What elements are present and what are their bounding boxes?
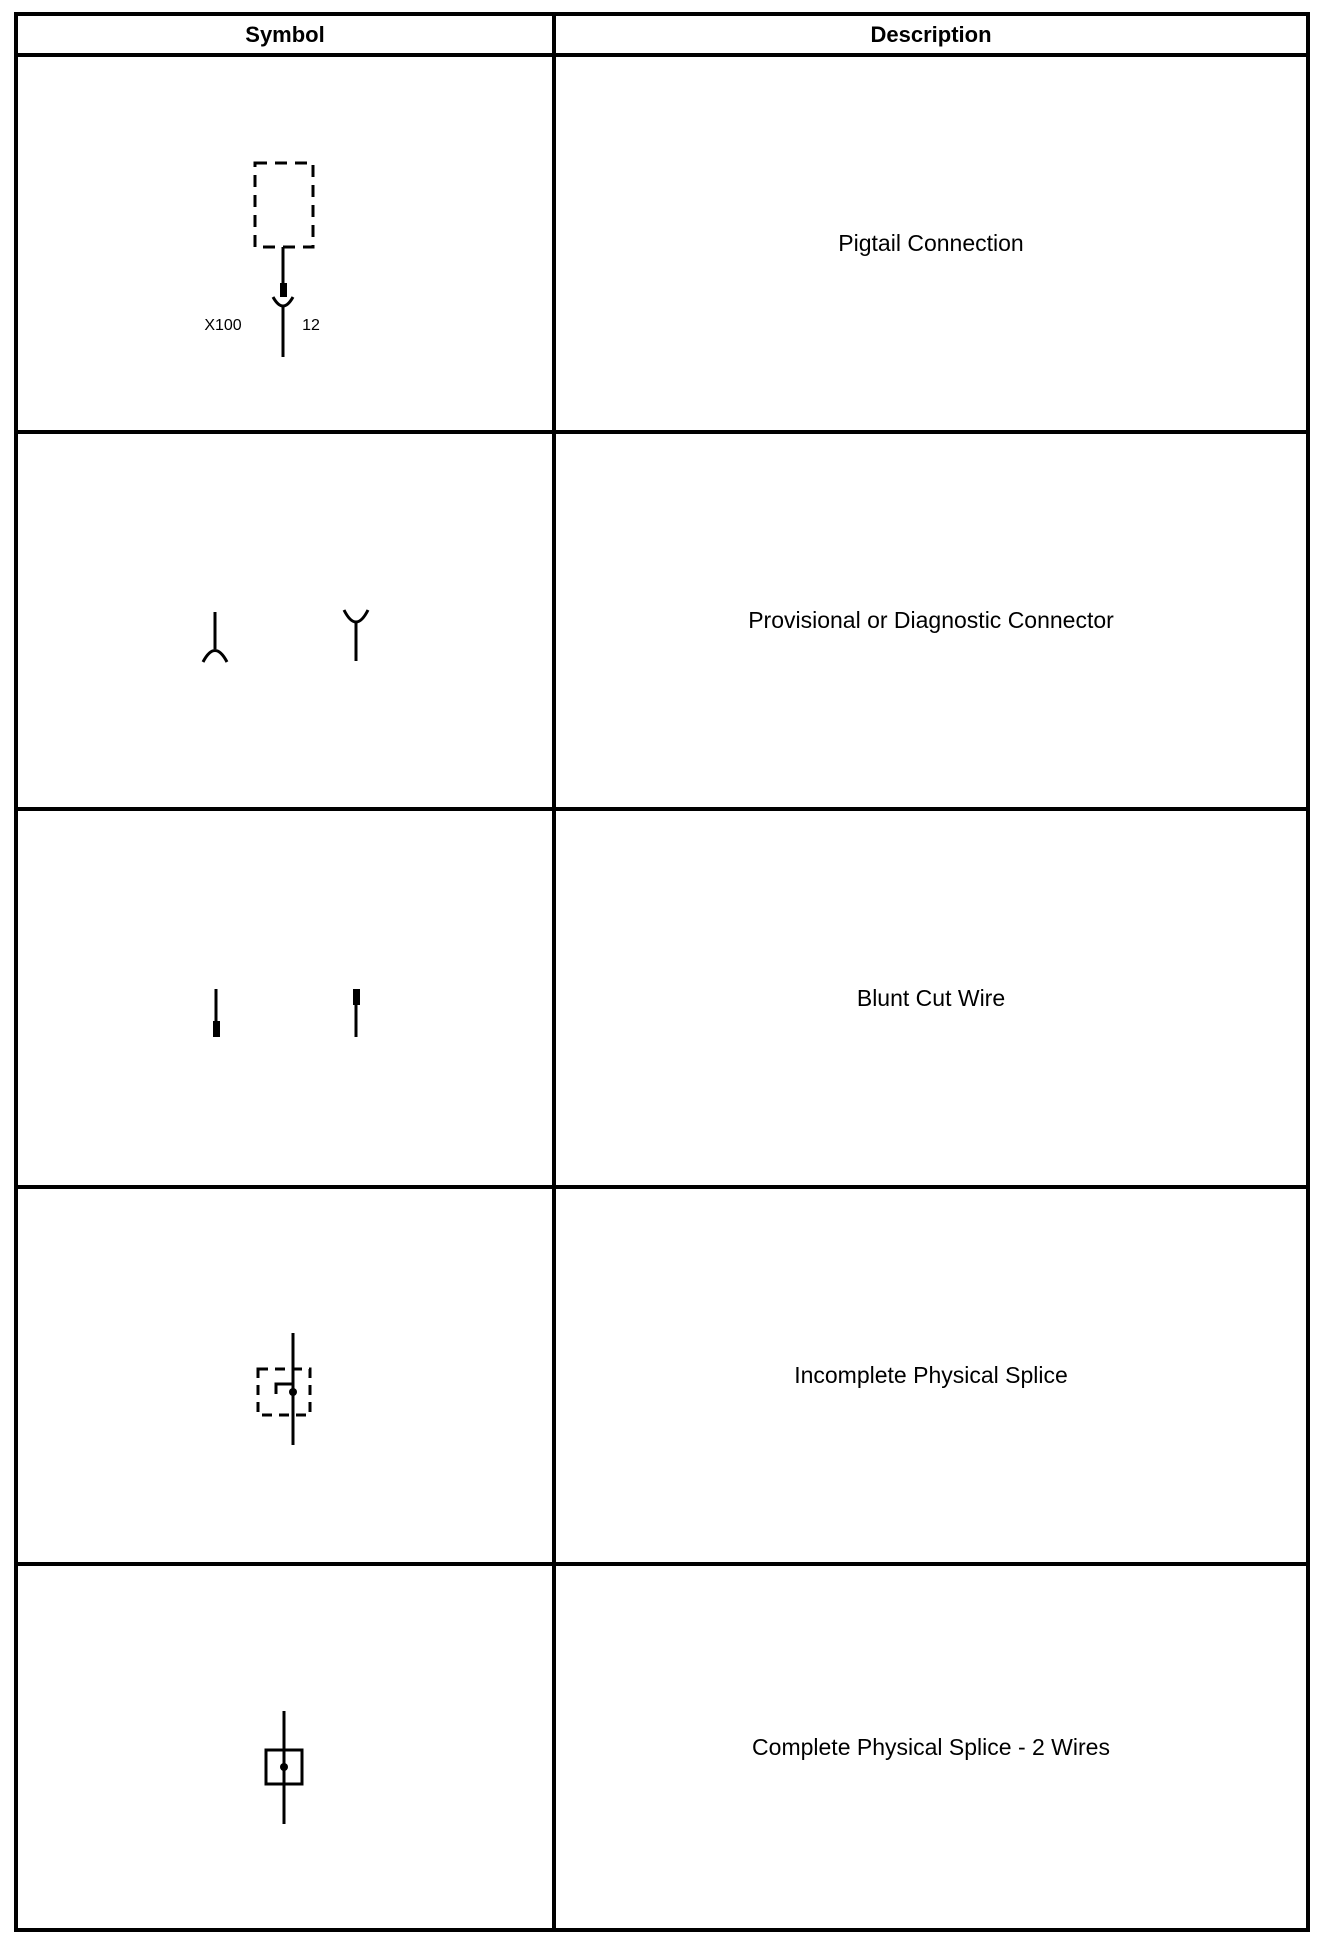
pigtail-connection-symbol xyxy=(18,57,552,430)
header-description: Description xyxy=(870,22,992,47)
description-provisional: Provisional or Diagnostic Connector xyxy=(748,607,1114,633)
description-pigtail: Pigtail Connection xyxy=(838,230,1024,256)
table-row-blunt-cut xyxy=(18,811,1306,1189)
complete-splice-symbol xyxy=(18,1566,552,1928)
incomplete-splice-symbol xyxy=(18,1189,552,1562)
table-header xyxy=(18,16,1306,57)
blunt-cut-wire-symbol xyxy=(18,811,552,1185)
description-blunt-cut: Blunt Cut Wire xyxy=(856,984,1006,1011)
description-complete-splice: Complete Physical Splice - 2 Wires xyxy=(752,1733,1110,1760)
table-row-pigtail xyxy=(18,57,1306,434)
table-row-incomplete-splice xyxy=(18,1189,1306,1566)
description-incomplete-splice: Incomplete Physical Splice xyxy=(794,1362,1068,1388)
table-row-complete-splice xyxy=(18,1566,1306,1928)
header-symbol: Symbol xyxy=(245,22,325,47)
pigtail-right-label: 12 xyxy=(302,317,320,334)
pigtail-left-label: X100 xyxy=(204,317,242,334)
symbol-table xyxy=(14,12,1310,1932)
provisional-connector-symbol xyxy=(18,434,552,807)
column-divider xyxy=(552,16,556,1928)
table-row-provisional xyxy=(18,434,1306,811)
